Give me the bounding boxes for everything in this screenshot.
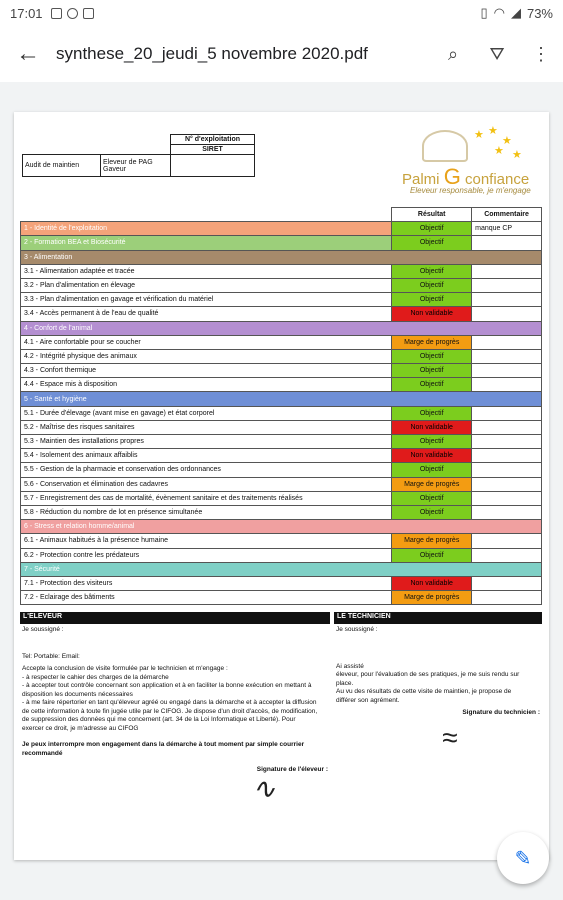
result-cell: Objectif	[392, 349, 472, 363]
signal-icon: ◢	[510, 5, 521, 20]
battery-level: 73%	[526, 5, 553, 21]
row-label: 3.2 - Plan d'alimentation en élevage	[21, 278, 392, 292]
result-cell: Objectif	[392, 505, 472, 519]
comment-cell	[472, 236, 542, 250]
row-label: 4.2 - Intégrité physique des animaux	[21, 349, 392, 363]
comment-cell	[472, 293, 542, 307]
table-row	[21, 222, 542, 236]
table-row	[21, 293, 542, 307]
table-row	[21, 463, 542, 477]
eleveur-signature-label: Signature de l'éleveur :	[256, 766, 328, 773]
technicien-body: Ai assisté éleveur, pour l'évaluation de ses pratiques, je me suis rendu sur place. Au vu des résultats de cette visite de maintien, je propose de différer son agrément.	[336, 662, 520, 704]
row-label: 3.1 - Alimentation adaptée et tracée	[21, 264, 392, 278]
technicien-title: LE TECHNICIEN	[334, 612, 542, 624]
comment-cell	[472, 534, 542, 548]
table-row	[21, 534, 542, 548]
result-cell: Objectif	[392, 364, 472, 378]
palmi-g-confiance-logo: ★ ★ ★ ★ ★ Palmi G confiance Eleveur responsable, je m'engage	[402, 125, 531, 195]
notification-icon	[67, 8, 78, 19]
clock: 17:01	[10, 5, 43, 21]
comment-cell	[472, 477, 542, 491]
comment-cell	[472, 449, 542, 463]
table-row	[21, 349, 542, 363]
comment-cell	[472, 548, 542, 562]
section-row	[21, 250, 542, 264]
result-column-header: Résultat	[392, 208, 472, 222]
wifi-icon: ◠	[493, 5, 505, 20]
row-label: 3 - Alimentation	[21, 250, 542, 264]
row-label: 5.5 - Gestion de la pharmacie et conservation des ordonnances	[21, 463, 392, 477]
row-label: 1 - Identité de l'exploitation	[21, 222, 392, 236]
section-row	[21, 392, 542, 406]
row-label: 5.7 - Enregistrement des cas de mortalité, évènement sanitaire et des traitements réalisés	[21, 491, 392, 505]
comment-cell	[472, 335, 542, 349]
table-row	[21, 449, 542, 463]
siret-label: SIRET	[171, 145, 255, 155]
eleveur-bold-note: Je peux interrompre mon engagement dans la démarche à tout moment par simple courrier recommandé	[22, 741, 305, 757]
result-cell: Objectif	[392, 264, 472, 278]
notification-icon	[51, 8, 62, 19]
edit-fab[interactable]	[497, 832, 549, 884]
technicien-block	[334, 612, 542, 753]
result-cell: Objectif	[392, 222, 472, 236]
table-row	[21, 236, 542, 250]
result-cell: Marge de progrès	[392, 591, 472, 605]
result-cell: Objectif	[392, 293, 472, 307]
result-cell: Marge de progrès	[392, 534, 472, 548]
section-row	[21, 520, 542, 534]
row-label: 7 - Sécurité	[21, 562, 542, 576]
row-label: 4.4 - Espace mis à disposition	[21, 378, 392, 392]
section-row	[21, 321, 542, 335]
table-row	[21, 576, 542, 590]
row-label: 5.2 - Maîtrise des risques sanitaires	[21, 420, 392, 434]
result-cell: Non validable	[392, 449, 472, 463]
row-label: 5.1 - Durée d'élevage (avant mise en gavage) et état corporel	[21, 406, 392, 420]
table-row	[21, 477, 542, 491]
result-cell: Objectif	[392, 491, 472, 505]
row-label: 6 - Stress et relation homme/animal	[21, 520, 542, 534]
eleveur-title: L'ELEVEUR	[20, 612, 330, 624]
technicien-signature-label: Signature du technicien :	[462, 709, 540, 716]
logo-text-a: Palmi	[402, 171, 444, 188]
header-box	[22, 134, 255, 177]
comment-cell	[472, 491, 542, 505]
comment-cell: manque CP	[472, 222, 542, 236]
result-cell: Marge de progrès	[392, 335, 472, 349]
row-label: 4.1 - Aire confortable pour se coucher	[21, 335, 392, 349]
table-row	[21, 378, 542, 392]
back-arrow-icon[interactable]: ←	[16, 40, 40, 67]
comment-column-header: Commentaire	[472, 208, 542, 222]
comment-cell	[472, 264, 542, 278]
duck-logo-graphic	[422, 130, 468, 162]
row-label: 5.6 - Conservation et élimination des cadavres	[21, 477, 392, 491]
result-cell: Objectif	[392, 548, 472, 562]
table-row	[21, 278, 542, 292]
comment-cell	[472, 378, 542, 392]
comment-cell	[472, 307, 542, 321]
table-row	[21, 420, 542, 434]
table-row	[21, 548, 542, 562]
search-document-icon[interactable]: ⌕	[447, 43, 459, 64]
section-row	[21, 562, 542, 576]
comment-cell	[472, 349, 542, 363]
table-row	[21, 505, 542, 519]
result-cell: Objectif	[392, 278, 472, 292]
status-bar	[0, 0, 563, 26]
row-label: 2 - Formation BEA et Biosécurité	[21, 236, 392, 250]
comment-cell	[472, 406, 542, 420]
result-cell: Marge de progrès	[392, 477, 472, 491]
result-cell: Objectif	[392, 378, 472, 392]
row-label: 6.2 - Protection contre les prédateurs	[21, 548, 392, 562]
more-options-icon[interactable]: ⋮	[532, 43, 550, 64]
result-cell: Objectif	[392, 406, 472, 420]
row-label: 5.3 - Maintien des installations propres	[21, 435, 392, 449]
row-label: 5.8 - Réduction du nombre de lot en présence simultanée	[21, 505, 392, 519]
exploitation-label: N° d'exploitation	[171, 135, 255, 145]
result-cell: Non validable	[392, 420, 472, 434]
table-row	[21, 591, 542, 605]
logo-text-b: confiance	[460, 171, 530, 188]
comment-cell	[472, 278, 542, 292]
row-label: 5.4 - Isolement des animaux affaiblis	[21, 449, 392, 463]
audit-label: Audit de maintien	[23, 155, 101, 177]
result-cell: Non validable	[392, 576, 472, 590]
eleveur-block	[20, 612, 330, 804]
table-row	[21, 406, 542, 420]
comment-cell	[472, 463, 542, 477]
eleveur-intro: Je soussigné :	[22, 626, 64, 633]
audit-table	[20, 207, 542, 605]
row-label: 3.3 - Plan d'alimentation en gavage et vérification du matériel	[21, 293, 392, 307]
result-cell: Objectif	[392, 463, 472, 477]
comment-cell	[472, 576, 542, 590]
row-label: 6.1 - Animaux habitués à la présence humaine	[21, 534, 392, 548]
row-label: 4 - Confort de l'animal	[21, 321, 542, 335]
pdf-page	[14, 112, 549, 860]
table-row	[21, 335, 542, 349]
table-row	[21, 264, 542, 278]
app-bar	[0, 26, 563, 82]
technicien-signature: ≈	[442, 722, 458, 753]
comment-cell	[472, 435, 542, 449]
comment-cell	[472, 364, 542, 378]
comment-cell	[472, 505, 542, 519]
vibrate-icon: ▯	[480, 5, 488, 20]
row-label: 7.2 - Eclairage des bâtiments	[21, 591, 392, 605]
eleveur-type: Eleveur de PAG Gaveur	[101, 155, 171, 177]
pencil-icon: ✎	[514, 847, 532, 870]
result-cell: Non validable	[392, 307, 472, 321]
row-label: 5 - Santé et hygiène	[21, 392, 542, 406]
table-row	[21, 364, 542, 378]
logo-tagline: Eleveur responsable, je m'engage	[410, 186, 531, 195]
eleveur-contact: Tel: Portable: Email:	[22, 652, 80, 660]
eleveur-body: Accepte la conclusion de visite formulée par le technicien et m'engage : - à respecter le cahier des charges de la démarche - à accepter tout contrôle concernant son application et à en faciliter la bonne exécution en mettant à disposition les documents nécessaires - à me faire répertorier en tant qu'éleveur agréé ou engagé dans la démarche et à accepter la diffusion de cette information à toute fin jugée utile par le CIFOG. Je dispose d'un droit d'accès, de modification, de suppression des données qui me concernent (art. 34 de la Loi Informatique et Liberté). Pour exercer ce droit, je m'adresse au CIFOG	[22, 665, 318, 732]
row-label: 7.1 - Protection des visiteurs	[21, 576, 392, 590]
document-title: synthese_20_jeudi_5 novembre 2020.pdf	[56, 44, 368, 63]
technicien-intro: Je soussigné :	[336, 626, 378, 633]
table-row	[21, 307, 542, 321]
result-cell: Objectif	[392, 236, 472, 250]
comment-cell	[472, 591, 542, 605]
row-label: 4.3 - Confort thermique	[21, 364, 392, 378]
result-cell: Objectif	[392, 435, 472, 449]
table-row	[21, 435, 542, 449]
notification-icon	[83, 8, 94, 19]
table-row	[21, 491, 542, 505]
row-label: 3.4 - Accès permanent à de l'eau de qualité	[21, 307, 392, 321]
logo-text-g: G	[443, 164, 461, 189]
eleveur-signature: ∿	[252, 773, 276, 804]
drive-add-icon[interactable]: ⛛	[489, 43, 505, 64]
comment-cell	[472, 420, 542, 434]
